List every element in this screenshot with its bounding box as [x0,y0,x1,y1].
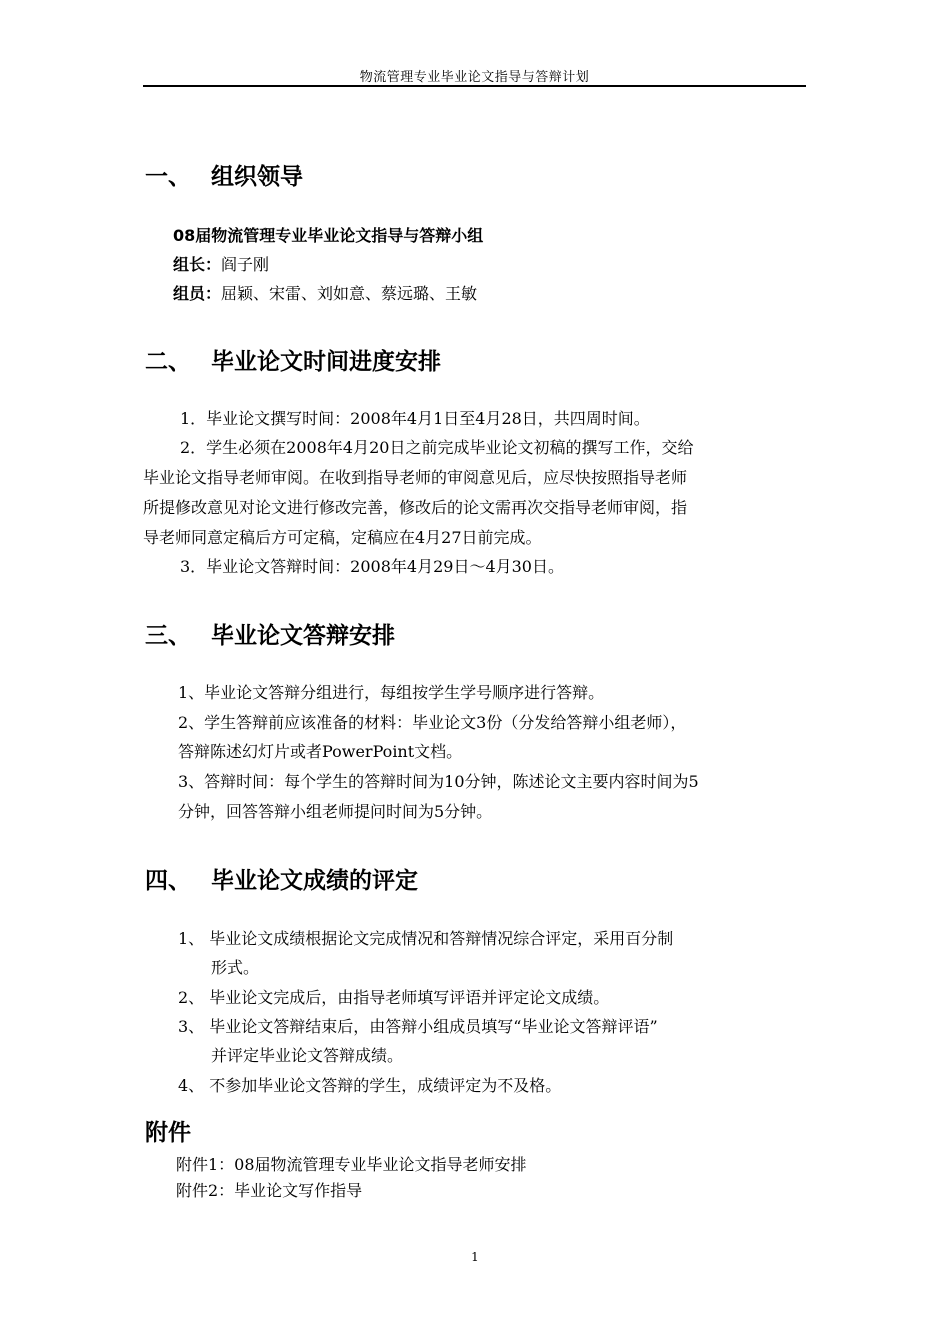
defense-line: 3、答辩时间：每个学生的答辩时间为10分钟，陈述论文主要内容时间为5 [178,772,699,791]
section-number: 一、 [145,164,191,190]
appendix-heading: 附件 [145,1120,191,1146]
schedule-line: 3．毕业论文答辩时间：2008年4月29日～4月30日。 [180,557,564,576]
leader-name: 阎子刚 [221,255,270,274]
leader-line [173,255,269,275]
schedule-line: 导老师同意定稿后方可定稿，定稿应在4月27日前完成。 [143,528,542,547]
schedule-line: 2．学生必须在2008年4月20日之前完成毕业论文初稿的撰写工作，交给 [180,438,694,457]
leader-label: 组长： [173,255,222,274]
grading-line: 2、 毕业论文完成后，由指导老师填写评语并评定论文成绩。 [178,988,610,1007]
grading-line: 形式。 [211,958,260,977]
appendix-item: 附件1：08届物流管理专业毕业论文指导老师安排 [176,1155,527,1174]
appendix-item: 附件2：毕业论文写作指导 [176,1181,363,1200]
section-1-heading [145,158,303,191]
section-4-heading [145,862,418,895]
members-names: 屈颖、宋雷、刘如意、蔡远璐、王敏 [221,284,478,303]
section-title: 毕业论文答辩安排 [211,623,395,649]
members-label: 组员： [173,284,222,303]
grading-line: 并评定毕业论文答辩成绩。 [211,1046,404,1065]
schedule-line: 所提修改意见对论文进行修改完善，修改后的论文需再次交指导老师审阅，指 [143,498,688,517]
section-number: 二、 [145,349,191,375]
schedule-line: 毕业论文指导老师审阅。在收到指导老师的审阅意见后，应尽快按照指导老师 [143,468,688,487]
section-2-heading [145,343,441,376]
header-rule [143,85,806,87]
section-number: 三、 [145,623,191,649]
group-title: 08届物流管理专业毕业论文指导与答辩小组 [173,226,484,245]
grading-line: 3、 毕业论文答辩结束后，由答辩小组成员填写“毕业论文答辩评语” [178,1017,658,1036]
section-title: 毕业论文成绩的评定 [211,868,418,894]
section-title: 组织领导 [211,164,303,190]
defense-line: 分钟，回答答辩小组老师提问时间为5分钟。 [178,802,493,821]
section-3-heading [145,617,395,650]
defense-line: 1、毕业论文答辩分组进行，每组按学生学号顺序进行答辩。 [178,683,605,702]
defense-line: 答辩陈述幻灯片或者PowerPoint文档。 [178,742,463,761]
grading-line: 1、 毕业论文成绩根据论文完成情况和答辩情况综合评定，采用百分制 [178,929,674,948]
defense-line: 2、学生答辩前应该准备的材料：毕业论文3份（分发给答辩小组老师）， [178,713,687,732]
members-line [173,284,477,304]
page-number: 1 [471,1250,479,1264]
page-header: 物流管理专业毕业论文指导与答辩计划 [359,70,590,85]
grading-line: 4、 不参加毕业论文答辩的学生，成绩评定为不及格。 [178,1076,562,1095]
section-title: 毕业论文时间进度安排 [211,349,441,375]
section-number: 四、 [145,868,191,894]
schedule-line: 1．毕业论文撰写时间：2008年4月1日至4月28日，共四周时间。 [180,409,650,428]
